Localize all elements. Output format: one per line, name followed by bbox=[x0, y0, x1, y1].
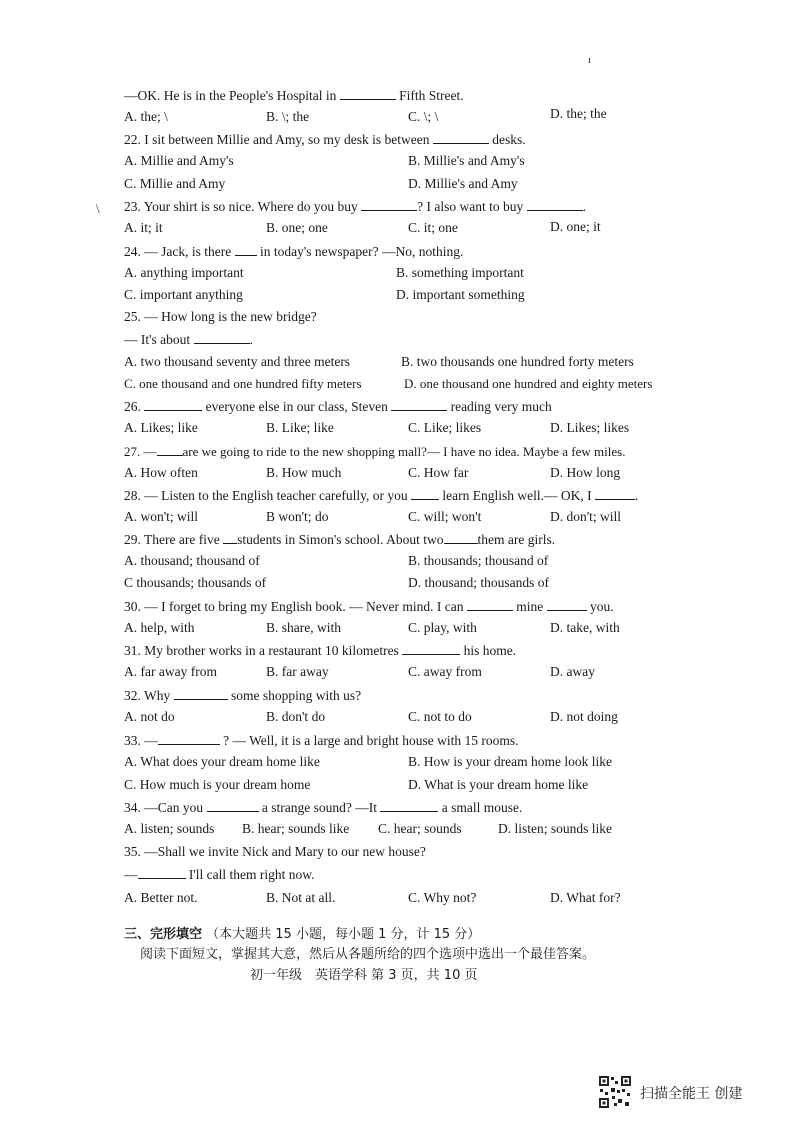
q35-option-b: B. Not at all. bbox=[266, 890, 336, 905]
q31-option-c: C. away from bbox=[408, 664, 482, 679]
question-34 bbox=[124, 799, 522, 816]
q23-option-d: D. one; it bbox=[550, 219, 601, 234]
question-21-dialogue bbox=[124, 87, 464, 104]
q26-option-d: D. Likes; likes bbox=[550, 420, 630, 435]
text: ? I also want to buy bbox=[417, 199, 524, 214]
q34-option-c: C. hear; sounds bbox=[378, 821, 462, 836]
text: reading very much bbox=[450, 399, 552, 414]
q24-option-c: C. important anything bbox=[124, 287, 243, 302]
text: ? — Well, it is a large and bright house with 15 rooms. bbox=[223, 733, 519, 748]
q33-option-b: B. How is your dream home look like bbox=[408, 754, 612, 769]
text: 28. — Listen to the English teacher carefully, or you bbox=[124, 488, 408, 503]
q33-option-c: C. How much is your dream home bbox=[124, 777, 311, 792]
q24-option-a: A. anything important bbox=[124, 265, 244, 280]
section-3-note: （本大题共 15 小题，每小题 1 分，计 15 分） bbox=[206, 927, 481, 942]
q21-option-c: C. \; \ bbox=[408, 109, 439, 124]
answer-blank bbox=[207, 799, 259, 812]
q34-option-b: B. hear; sounds like bbox=[242, 821, 350, 836]
text: a strange sound? —It bbox=[261, 800, 377, 815]
answer-blank bbox=[144, 398, 202, 411]
q29-option-a: A. thousand; thousand of bbox=[124, 553, 260, 568]
text: them are girls. bbox=[477, 532, 556, 547]
answer-blank bbox=[158, 732, 220, 745]
question-27 bbox=[124, 443, 625, 460]
answer-blank bbox=[361, 198, 417, 211]
q22-option-d: D. Millie's and Amy bbox=[408, 176, 518, 191]
q25-option-d: D. one thousand one hundred and eighty meters bbox=[404, 376, 653, 391]
q26-option-a: A. Likes; like bbox=[124, 420, 198, 435]
q25-option-b: B. two thousands one hundred forty meters bbox=[401, 354, 634, 369]
q23-option-c: C. it; one bbox=[408, 220, 458, 235]
question-25: 25. — How long is the new bridge? bbox=[124, 309, 317, 324]
q27-option-d: D. How long bbox=[550, 465, 621, 480]
answer-blank bbox=[223, 531, 237, 544]
text: are we going to ride to the new shopping mall?— I have no idea. Maybe a few miles. bbox=[182, 444, 626, 459]
text: —OK. He is in the People's Hospital in bbox=[124, 88, 337, 103]
q35-option-a: A. Better not. bbox=[124, 890, 198, 905]
answer-blank bbox=[340, 87, 396, 100]
q23-option-b: B. one; one bbox=[266, 220, 328, 235]
section-3-instruction: 阅读下面短文，掌握其大意，然后从各题所给的四个选项中选出一个最佳答案。 bbox=[140, 947, 596, 962]
question-26 bbox=[124, 398, 552, 415]
q30-option-d: D. take, with bbox=[550, 620, 620, 635]
q27-option-c: C. How far bbox=[408, 465, 469, 480]
text: students in Simon's school. About two bbox=[237, 532, 444, 547]
text: 23. Your shirt is so nice. Where do you buy bbox=[124, 199, 358, 214]
q32-option-c: C. not to do bbox=[408, 709, 472, 724]
text: learn English well.— OK, I bbox=[442, 488, 592, 503]
text: you. bbox=[589, 599, 614, 614]
q28-option-b: B won't; do bbox=[266, 509, 329, 524]
text: 30. — I forget to bring my English book. — Never mind. I can bbox=[124, 599, 464, 614]
text: 33. — bbox=[124, 733, 158, 748]
text: . bbox=[582, 199, 586, 214]
question-24 bbox=[124, 243, 463, 260]
question-35-answer bbox=[124, 866, 315, 883]
answer-blank bbox=[411, 487, 439, 500]
text: desks. bbox=[492, 132, 526, 147]
section-3-title: 三、完形填空 bbox=[124, 927, 203, 942]
q30-option-c: C. play, with bbox=[408, 620, 477, 635]
section-3-heading bbox=[124, 927, 480, 943]
answer-blank bbox=[138, 866, 186, 879]
answer-blank bbox=[157, 443, 183, 456]
answer-blank bbox=[380, 799, 438, 812]
q29-option-d: D. thousand; thousands of bbox=[408, 575, 549, 590]
answer-blank bbox=[444, 531, 478, 544]
question-22 bbox=[124, 131, 526, 148]
top-margin-mark: ı bbox=[588, 54, 592, 66]
q21-option-a: A. the; \ bbox=[124, 109, 168, 124]
answer-blank bbox=[174, 687, 228, 700]
q33-option-a: A. What does your dream home like bbox=[124, 754, 320, 769]
qr-code-icon bbox=[598, 1075, 632, 1109]
text: in today's newspaper? —No, nothing. bbox=[259, 244, 464, 259]
q34-option-d: D. listen; sounds like bbox=[498, 821, 612, 836]
q25-option-a: A. two thousand seventy and three meters bbox=[124, 354, 351, 369]
q34-option-a: A. listen; sounds bbox=[124, 821, 215, 836]
q30-option-b: B. share, with bbox=[266, 620, 341, 635]
text: his home. bbox=[463, 643, 517, 658]
text: 32. Why bbox=[124, 688, 171, 703]
answer-blank bbox=[547, 598, 587, 611]
q26-option-b: B. Like; like bbox=[266, 420, 334, 435]
q27-option-a: A. How often bbox=[124, 465, 198, 480]
question-23 bbox=[124, 198, 586, 215]
answer-blank bbox=[402, 642, 460, 655]
q28-option-d: D. don't; will bbox=[550, 509, 622, 524]
question-35: 35. —Shall we invite Nick and Mary to our new house? bbox=[124, 844, 426, 859]
text: 22. I sit between Millie and Amy, so my desk is between bbox=[124, 132, 430, 147]
answer-blank bbox=[433, 131, 489, 144]
q24-option-b: B. something important bbox=[396, 265, 524, 280]
q32-option-a: A. not do bbox=[124, 709, 175, 724]
text: — It's about bbox=[124, 332, 191, 347]
answer-blank bbox=[391, 398, 447, 411]
q33-option-d: D. What is your dream home like bbox=[408, 777, 589, 792]
answer-blank bbox=[194, 331, 250, 344]
text: 29. There are five bbox=[124, 532, 220, 547]
text: 26. bbox=[124, 399, 141, 414]
q31-option-d: D. away bbox=[550, 664, 595, 679]
question-32 bbox=[124, 687, 361, 704]
answer-blank bbox=[595, 487, 635, 500]
answer-blank bbox=[235, 243, 257, 256]
question-29 bbox=[124, 531, 555, 548]
answer-blank bbox=[467, 598, 513, 611]
text: Fifth Street. bbox=[399, 88, 464, 103]
scanner-watermark: 扫描全能王 创建 bbox=[640, 1086, 743, 1102]
q22-option-a: A. Millie and Amy's bbox=[124, 153, 234, 168]
text: 31. My brother works in a restaurant 10 kilometres bbox=[124, 643, 399, 658]
q31-option-b: B. far away bbox=[266, 664, 329, 679]
text: 27. — bbox=[124, 444, 157, 459]
q32-option-d: D. not doing bbox=[550, 709, 618, 724]
q35-option-c: C. Why not? bbox=[408, 890, 477, 905]
q31-option-a: A. far away from bbox=[124, 664, 217, 679]
q30-option-a: A. help, with bbox=[124, 620, 195, 635]
question-25-answer bbox=[124, 331, 253, 348]
text: mine bbox=[516, 599, 544, 614]
question-33 bbox=[124, 732, 519, 749]
q27-option-b: B. How much bbox=[266, 465, 342, 480]
text: some shopping with us? bbox=[231, 688, 362, 703]
q24-option-d: D. important something bbox=[396, 287, 525, 302]
q32-option-b: B. don't do bbox=[266, 709, 326, 724]
q26-option-c: C. Like; likes bbox=[408, 420, 482, 435]
page-footer: 初一年级 英语学科 第 3 页，共 10 页 bbox=[250, 968, 478, 983]
text: 34. —Can you bbox=[124, 800, 204, 815]
answer-blank bbox=[527, 198, 583, 211]
text: 24. — Jack, is there bbox=[124, 244, 232, 259]
text: I'll call them right now. bbox=[188, 867, 315, 882]
text: . bbox=[635, 488, 639, 503]
q22-option-b: B. Millie's and Amy's bbox=[408, 153, 525, 168]
text: — bbox=[124, 867, 138, 882]
q29-option-c: C thousands; thousands of bbox=[124, 575, 267, 590]
q21-option-d: D. the; the bbox=[550, 106, 607, 121]
side-margin-mark: \ bbox=[96, 201, 100, 216]
q35-option-d: D. What for? bbox=[550, 890, 621, 905]
q23-option-a: A. it; it bbox=[124, 220, 163, 235]
q29-option-b: B. thousands; thousand of bbox=[408, 553, 549, 568]
text: a small mouse. bbox=[441, 800, 523, 815]
q21-option-b: B. \; the bbox=[266, 109, 310, 124]
q28-option-c: C. will; won't bbox=[408, 509, 482, 524]
question-30 bbox=[124, 598, 614, 615]
question-28 bbox=[124, 487, 638, 504]
text: everyone else in our class, Steven bbox=[205, 399, 388, 414]
question-31 bbox=[124, 642, 516, 659]
q22-option-c: C. Millie and Amy bbox=[124, 176, 226, 191]
text: . bbox=[249, 332, 253, 347]
q28-option-a: A. won't; will bbox=[124, 509, 199, 524]
q25-option-c: C. one thousand and one hundred fifty meters bbox=[124, 376, 362, 391]
